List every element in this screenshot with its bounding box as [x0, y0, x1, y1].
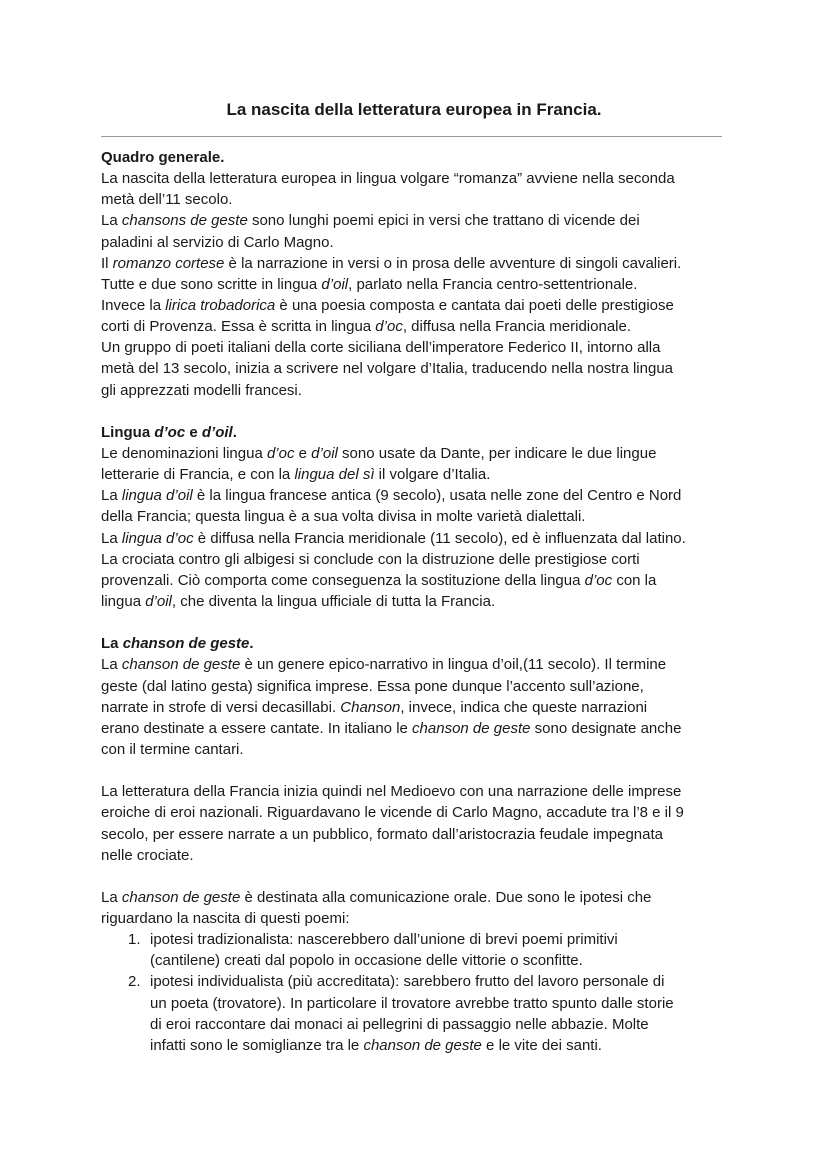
list-item-line	[101, 950, 741, 971]
list-item-line	[101, 1014, 741, 1035]
text: La	[101, 487, 122, 505]
section-heading	[101, 147, 741, 168]
text: e	[294, 444, 312, 462]
text-line	[101, 485, 741, 506]
text: sono designate anche	[530, 719, 682, 737]
text-line	[101, 528, 741, 549]
text-line	[101, 464, 741, 485]
text: Le denominazioni lingua	[101, 444, 267, 462]
text: , che diventa la lingua ufficiale di tutta la Francia.	[171, 592, 496, 610]
text-line	[101, 802, 741, 823]
italic-text: d’oc	[375, 318, 403, 336]
text: è un genere epico-narrativo in lingua d’oil,(11 secolo). Il termine	[240, 656, 667, 674]
text: .	[249, 635, 254, 653]
text: narrate in strofe di versi decasillabi.	[101, 698, 341, 716]
text: Un gruppo di poeti italiani della corte siciliana dell’imperatore Federico II, intorno alla	[101, 339, 661, 357]
text: La nascita della letteratura europea in lingua volgare “romanza” avviene nella seconda	[101, 170, 675, 188]
text: metà del 13 secolo, inizia a scrivere nel volgare d’Italia, traducendo nella nostra lingua	[101, 360, 673, 378]
divider	[101, 136, 722, 137]
text-line	[101, 506, 741, 527]
text-line	[101, 676, 741, 697]
text: Lingua	[101, 423, 155, 441]
text: con la	[612, 571, 657, 589]
list-item-line	[101, 971, 741, 992]
text-line	[101, 654, 741, 675]
text: eroiche di eroi nazionali. Riguardavano le vicende di Carlo Magno, accadute tra l’8 e il 9	[101, 804, 684, 822]
italic-text: lingua d’oc	[121, 529, 194, 547]
text-line	[101, 274, 741, 295]
text-line	[101, 189, 741, 210]
text-line	[101, 168, 741, 189]
text: , invece, indica che queste narrazioni	[400, 698, 648, 716]
text: .	[232, 423, 237, 441]
text: è una poesia composta e cantata dai poeti delle prestigiose	[275, 296, 674, 314]
text-line	[101, 316, 741, 337]
text: La	[101, 529, 122, 547]
text: geste (dal latino gesta) significa imprese. Essa pone dunque l’accento sull’azione,	[101, 677, 644, 695]
text: nelle crociate.	[101, 846, 194, 864]
blank-line	[101, 612, 741, 633]
text: con il termine cantari.	[101, 740, 244, 758]
italic-text: chanson de geste	[122, 635, 250, 653]
list-item-line	[101, 993, 741, 1014]
text: lingua	[101, 592, 146, 610]
italic-text: lirica trobadorica	[165, 296, 276, 314]
text: paladini al servizio di Carlo Magno.	[101, 233, 334, 251]
text: corti di Provenza. Essa è scritta in lingua	[101, 318, 376, 336]
italic-text: d’oc	[266, 444, 295, 462]
text-line	[101, 380, 741, 401]
text: La	[101, 656, 122, 674]
text-line	[101, 845, 741, 866]
italic-text: chanson de geste	[121, 888, 241, 906]
text: Il	[101, 254, 113, 272]
text-line	[101, 337, 741, 358]
italic-text: chanson de geste	[121, 656, 241, 674]
text: è la lingua francese antica (9 secolo), usata nelle zone del Centro e Nord	[192, 487, 682, 505]
text: ipotesi individualista (più accreditata): sarebbero frutto del lavoro personale di	[150, 973, 665, 991]
list-item-line	[101, 1035, 741, 1056]
text: La letteratura della Francia inizia quindi nel Medioevo con una narrazione delle imprese	[101, 783, 682, 801]
text: sono usate da Dante, per indicare le due lingue	[337, 444, 657, 462]
text-line	[101, 295, 741, 316]
text-line	[101, 718, 741, 739]
text: il volgare d’Italia.	[374, 466, 491, 484]
text: ipotesi tradizionalista: nascerebbero dall’unione di brevi poemi primitivi	[150, 931, 618, 949]
text-line	[101, 887, 741, 908]
text: , diffusa nella Francia meridionale.	[402, 318, 632, 336]
text: un poeta (trovatore). In particolare il trovatore avrebbe tratto spunto dalle storie	[150, 994, 674, 1012]
blank-line	[101, 401, 741, 422]
text: e le vite dei santi.	[481, 1036, 602, 1054]
text: gli apprezzati modelli francesi.	[101, 381, 302, 399]
list-number: 2.	[128, 973, 141, 991]
italic-text: d’oil	[321, 275, 349, 293]
text: della Francia; questa lingua è a sua volta divisa in molte varietà dialettali.	[101, 508, 586, 526]
italic-text: chanson de geste	[363, 1036, 482, 1054]
text: Invece la	[101, 296, 166, 314]
italic-text: lingua del sì	[294, 466, 375, 484]
text-line	[101, 824, 741, 845]
page-title: La nascita della letteratura europea in Francia.	[226, 100, 602, 119]
text: Tutte e due sono scritte in lingua	[101, 275, 322, 293]
blank-line	[101, 760, 741, 781]
text-line	[101, 443, 741, 464]
italic-text: d’oil	[145, 592, 172, 610]
text-line	[101, 697, 741, 718]
text: letterarie di Francia, e con la	[101, 466, 295, 484]
text-line	[101, 358, 741, 379]
text-line	[101, 908, 741, 929]
text-line	[101, 549, 741, 570]
text: metà dell’11 secolo.	[101, 191, 233, 209]
list-item-line	[101, 929, 741, 950]
text: La	[101, 212, 122, 230]
section-heading	[101, 422, 741, 443]
text: , parlato nella Francia centro-settentrionale.	[348, 275, 638, 293]
text-line	[101, 253, 741, 274]
italic-text: chansons de geste	[121, 212, 248, 230]
text: La crociata contro gli albigesi si conclude con la distruzione delle prestigiose corti	[101, 550, 640, 568]
italic-text: romanzo cortese	[112, 254, 225, 272]
text-line	[101, 739, 741, 760]
text-line	[101, 591, 741, 612]
text-line	[101, 210, 741, 231]
italic-text: d’oil	[311, 444, 338, 462]
italic-text: d’oc	[154, 423, 186, 441]
italic-text: d’oil	[201, 423, 233, 441]
italic-text: d’oc	[584, 571, 613, 589]
text: Quadro generale.	[101, 149, 225, 166]
text: è diffusa nella Francia meridionale (11 secolo), ed è influenzata dal latino.	[193, 529, 686, 547]
blank-line	[101, 866, 741, 887]
text-line	[101, 232, 741, 253]
text-line	[101, 570, 741, 591]
section-heading	[101, 633, 741, 654]
text: provenzali. Ciò comporta come conseguenza la sostituzione della lingua	[101, 571, 585, 589]
text: di eroi raccontare dai monaci ai pellegrini di passaggio nelle abbazie. Molte	[150, 1015, 649, 1033]
italic-text: lingua d’oil	[121, 487, 193, 505]
text-line	[101, 781, 741, 802]
text: riguardano la nascita di questi poemi:	[101, 910, 350, 928]
text: secolo, per essere narrate a un pubblico, formato dall’aristocrazia feudale impegnata	[101, 825, 663, 843]
italic-text: Chanson	[340, 698, 401, 716]
text: sono lunghi poemi epici in versi che trattano di vicende dei	[247, 212, 640, 230]
list-number: 1.	[128, 931, 141, 949]
text: è destinata alla comunicazione orale. Due sono le ipotesi che	[240, 888, 652, 906]
text: La	[101, 635, 123, 653]
text: e	[185, 423, 202, 441]
document-body	[101, 147, 741, 1056]
text: è la narrazione in versi o in prosa delle avventure di singoli cavalieri.	[224, 254, 682, 272]
italic-text: chanson de geste	[412, 719, 531, 737]
text: La	[101, 888, 122, 906]
text: erano destinate a essere cantate. In italiano le	[101, 719, 413, 737]
text: (cantilene) creati dal popolo in occasione delle vittorie o sconfitte.	[150, 952, 583, 970]
text: infatti sono le somiglianze tra le	[150, 1036, 364, 1054]
